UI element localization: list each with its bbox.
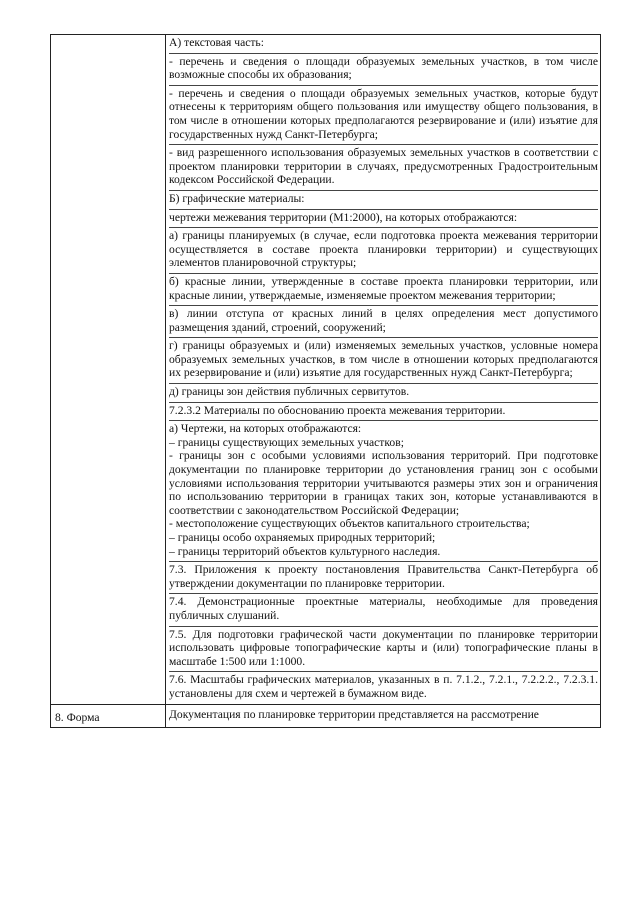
paragraph: 7.2.3.2 Материалы по обоснованию проекта межевания территории. <box>169 403 598 422</box>
content-cell <box>166 704 601 727</box>
label-cell <box>51 35 166 705</box>
paragraph: 7.3. Приложения к проекту постановления Правительства Санкт-Петербурга об утверждении документации по планировке территории. <box>169 562 598 594</box>
label-cell <box>51 704 166 727</box>
paragraph: а) Чертежи, на которых отображаются: – границы существующих земельных участков; - границы зон с особыми условиями использования территорий. При подготовке документации по планировке территории до установления границ зон с особыми условиями использования территории учитываются размеры этих зон и ограничения по использованию территории в границах таких зон, которые устанавливаются в соответствии с законодательством Российской Федерации; - местоположение существующих объектов капитального строительства; – границы особо охраняемых природных территорий; – границы территорий объектов культурного наследия. <box>169 421 598 562</box>
table-row <box>51 35 601 705</box>
paragraph: 7.5. Для подготовки графической части документации по планировке территории использовать цифровые топографические карты и (или) топографические планы в масштабе 1:500 или 1:1000. <box>169 627 598 673</box>
row-label: 8. Форма <box>55 710 100 724</box>
paragraph: - вид разрешенного использования образуемых земельных участков в соответствии с проектом планировки территории в случаях, предусмотренных Градостроительным кодексом Российской Федерации. <box>169 145 598 191</box>
paragraph: 7.4. Демонстрационные проектные материалы, необходимые для проведения публичных слушаний. <box>169 594 598 626</box>
paragraph: г) границы образуемых и (или) изменяемых земельных участков, условные номера образуемых земельных участков, в том числе в отношении которых предполагаются их резервирование и (или) изъятие для государственных нужд Санкт-Петербурга; <box>169 338 598 384</box>
content-paragraphs <box>166 35 600 704</box>
paragraph: 7.6. Масштабы графических материалов, указанных в п. 7.1.2., 7.2.1., 7.2.2.2., 7.2.3.1. установлены для схем и чертежей в бумажном виде. <box>169 673 598 700</box>
content-cell <box>166 35 601 705</box>
paragraph: б) красные линии, утвержденные в составе проекта планировки территории, или красные линии, утверждаемые, изменяемые проектом межевания территории; <box>169 274 598 306</box>
paragraph: чертежи межевания территории (М1:2000), на которых отображаются: <box>169 210 598 229</box>
terms-table <box>50 34 601 728</box>
paragraph: - перечень и сведения о площади образуемых земельных участков, в том числе возможные способы их образования; <box>169 54 598 86</box>
paragraph: д) границы зон действия публичных сервитутов. <box>169 384 598 403</box>
paragraph: Б) графические материалы: <box>169 191 598 210</box>
paragraph: в) линии отступа от красных линий в целях определения мест допустимого размещения зданий, строений, сооружений; <box>169 306 598 338</box>
paragraph: А) текстовая часть: <box>169 35 598 54</box>
table-row <box>51 704 601 727</box>
paragraph: - перечень и сведения о площади образуемых земельных участков, которые будут отнесены к территориям общего пользования или имуществу общего пользования, в том числе в отношении которых предполагаются резервирование и (или) изъятие для государственных нужд Санкт-Петербурга; <box>169 86 598 145</box>
paragraph: а) границы планируемых (в случае, если подготовка проекта межевания территории осуществляется в составе проекта планировки территории) и существующих элементов планировочной структуры; <box>169 228 598 274</box>
paragraph: Документация по планировке территории представляется на рассмотрение <box>169 707 539 721</box>
